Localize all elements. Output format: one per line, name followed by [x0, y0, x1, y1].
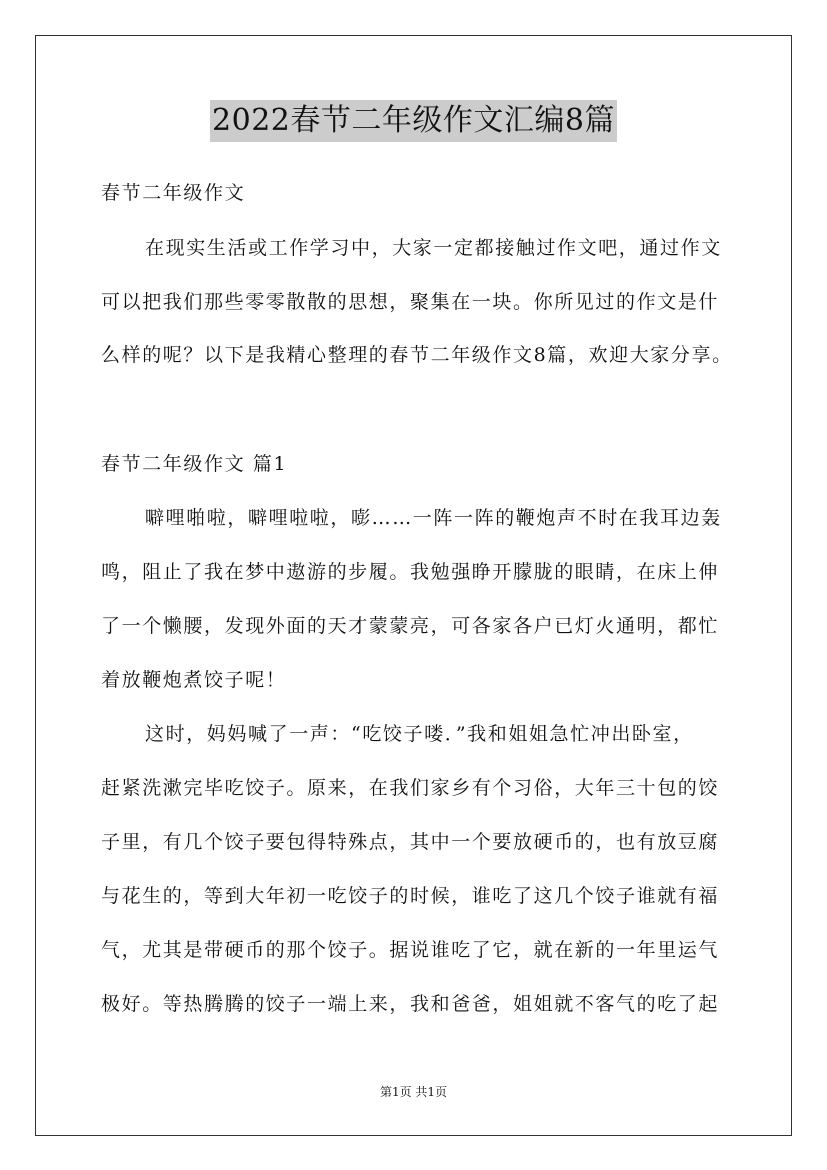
body-line: 子里，有几个饺子要包得特殊点，其中一个要放硬币的，也有放豆腐	[101, 831, 720, 853]
body-line: 噼哩啪啦，噼哩啦啦，嘭……一阵一阵的鞭炮声不时在我耳边轰	[145, 507, 722, 529]
body-line: 气，尤其是带硬币的那个饺子。据说谁吃了它，就在新的一年里运气	[101, 939, 720, 961]
body-line: 与花生的，等到大年初一吃饺子的时候，谁吃了这几个饺子谁就有福	[101, 885, 720, 907]
title-block	[0, 100, 827, 142]
body-line: 了一个懒腰，发现外面的天才蒙蒙亮，可各家各户已灯火通明，都忙	[101, 615, 720, 637]
document-title: 2022春节二年级作文汇编8篇	[210, 100, 617, 142]
section-heading: 春节二年级作文	[101, 182, 246, 204]
body-line: 这时，妈妈喊了一声：“吃饺子喽．”我和姐姐急忙冲出卧室，	[145, 723, 694, 745]
body-line: 极好。等热腾腾的饺子一端上来，我和爸爸，姐姐就不客气的吃了起	[101, 993, 720, 1015]
body-line: 着放鞭炮煮饺子呢！	[101, 669, 287, 691]
intro-line: 在现实生活或工作学习中，大家一定都接触过作文吧，通过作文	[145, 237, 722, 259]
body-line: 鸣，阻止了我在梦中遨游的步履。我勉强睁开朦胧的眼睛，在床上伸	[101, 561, 720, 583]
intro-line: 么样的呢？以下是我精心整理的春节二年级作文8篇，欢迎大家分享。	[101, 344, 733, 366]
body-line: 赶紧洗漱完毕吃饺子。原来，在我们家乡有个习俗，大年三十包的饺	[101, 777, 720, 799]
article-heading: 春节二年级作文 篇1	[101, 453, 288, 475]
page-footer: 第1页 共1页	[379, 1085, 448, 1099]
intro-line: 可以把我们那些零零散散的思想，聚集在一块。你所见过的作文是什	[101, 291, 720, 313]
